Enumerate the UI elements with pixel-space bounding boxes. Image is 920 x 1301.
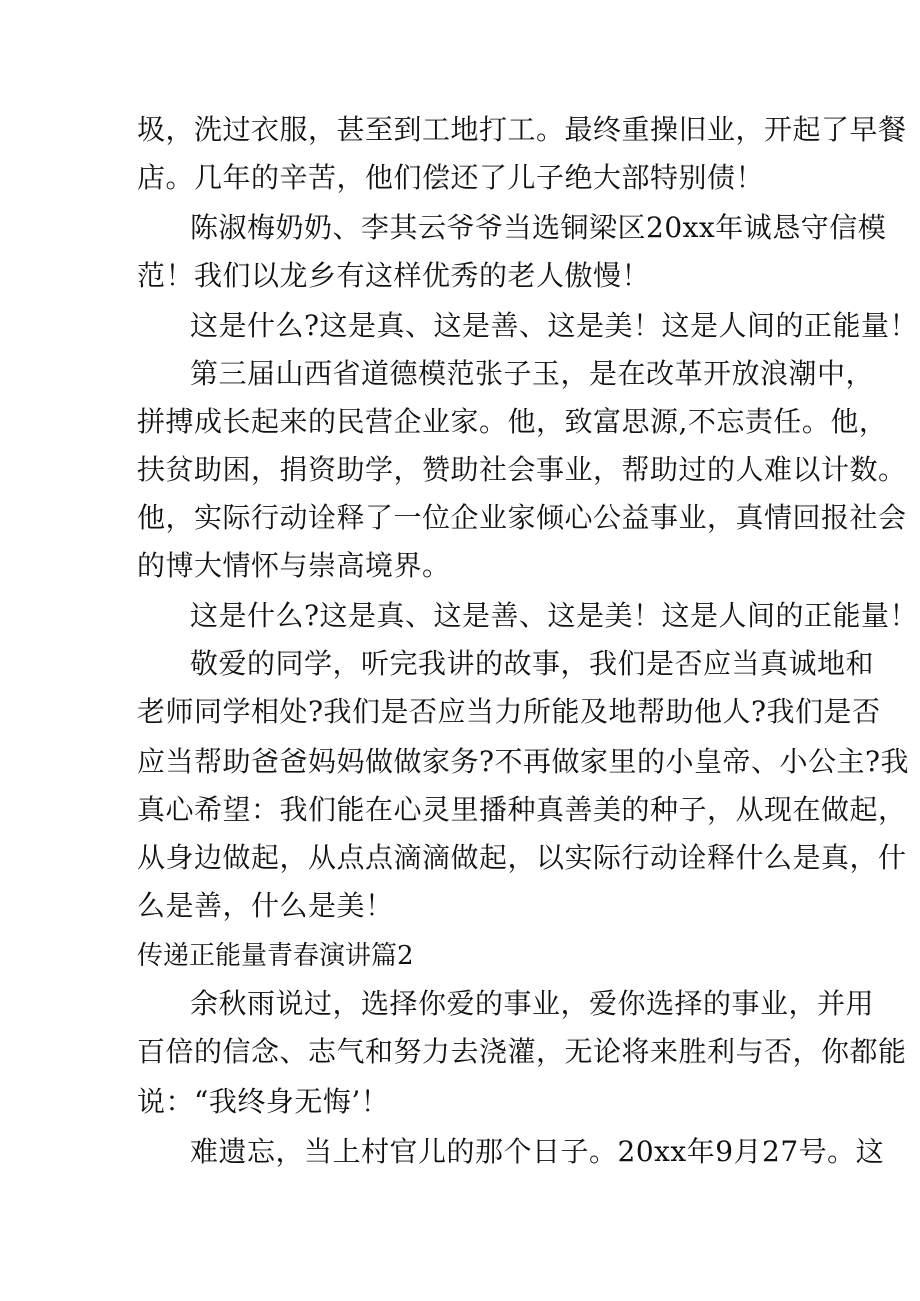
text-line: 圾，洗过衣服，甚至到工地打工。最终重操旧业，开起了早餐 [137, 113, 907, 146]
text-line: 说：“我终身无悔’！ [137, 1085, 390, 1118]
text-line: 店。几年的辛苦，他们偿还了儿子绝大部特别债！ [137, 161, 765, 194]
text-line: 的博大情怀与崇高境界。 [137, 549, 451, 582]
paragraph-start-line: 这是什么?这是真、这是善、这是美！这是人间的正能量！ [190, 309, 919, 342]
paragraph-start-line: 第三届山西省道德模范张子玉，是在改革开放浪潮中， [190, 357, 875, 390]
paragraph-start-line: 难遗忘，当上村官儿的那个日子。20xx年9月27号。这 [190, 1135, 885, 1168]
paragraph-start-line: 余秋雨说过，选择你爱的事业，爱你选择的事业，并用 [190, 987, 875, 1020]
text-line: 百倍的信念、志气和努力去浇灌，无论将来胜利与否，你都能 [137, 1035, 907, 1068]
text-line: 么是善，什么是美！ [137, 889, 394, 922]
text-line: 扶贫助困，捐资助学，赞助社会事业，帮助过的人难以计数。 [137, 453, 907, 486]
text-line: 拼搏成长起来的民营企业家。他，致富思源,不忘责任。他， [137, 405, 888, 438]
text-line: 应当帮助爸爸妈妈做做家务?不再做家里的小皇帝、小公主?我 [137, 745, 910, 778]
text-line: 他，实际行动诠释了一位企业家倾心公益事业，真情回报社会 [137, 501, 907, 534]
paragraph-start-line: 陈淑梅奶奶、李其云爷爷当选铜梁区20xx年诚恳守信模 [190, 211, 887, 244]
text-line: 老师同学相处?我们是否应当力所能及地帮助他人?我们是否 [137, 695, 881, 728]
section-heading: 传递正能量青春演讲篇2 [137, 941, 414, 971]
paragraph-start-line: 敬爱的同学，听完我讲的故事，我们是否应当真诚地和 [190, 647, 875, 680]
text-line: 真心希望：我们能在心灵里播种真善美的种子，从现在做起， [137, 793, 907, 826]
paragraph-start-line: 这是什么?这是真、这是善、这是美！这是人间的正能量！ [190, 599, 919, 632]
text-line: 范！我们以龙乡有这样优秀的老人傲慢！ [137, 259, 651, 292]
text-line: 从身边做起，从点点滴滴做起，以实际行动诠释什么是真，什 [137, 841, 907, 874]
